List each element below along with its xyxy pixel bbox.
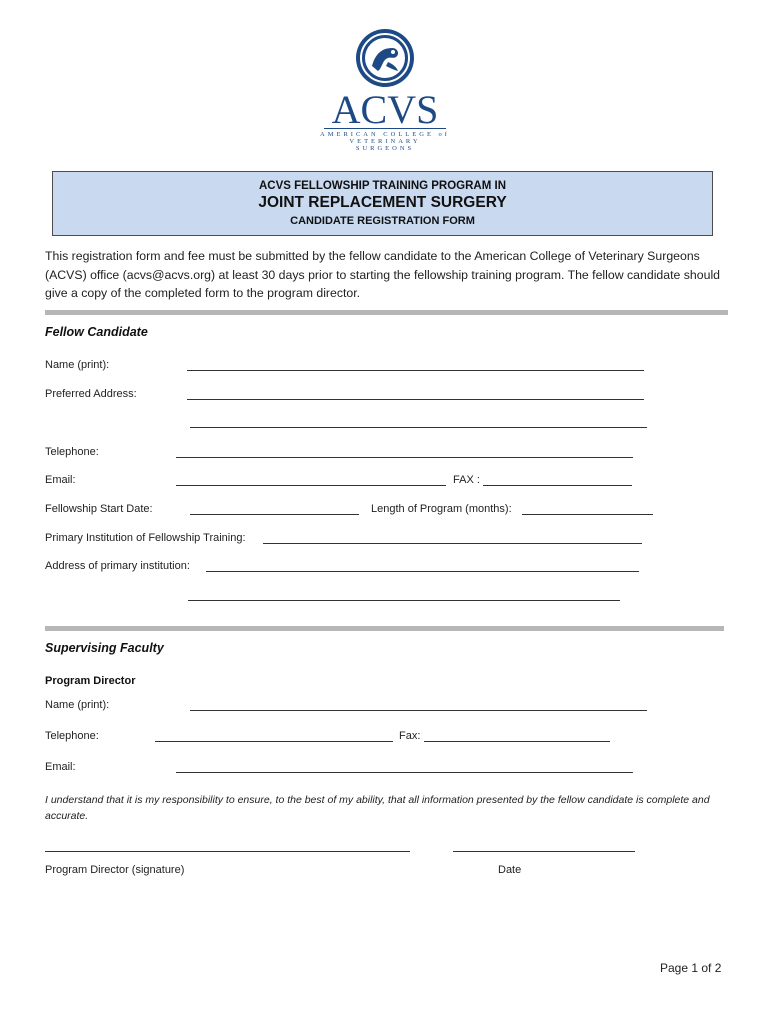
signature-label: Program Director (signature): [45, 864, 185, 876]
fellow-fax-label: FAX :: [453, 474, 480, 486]
fellow-address-field-1[interactable]: [187, 399, 644, 400]
director-email-field[interactable]: [176, 772, 633, 773]
fellow-length-label: Length of Program (months):: [371, 503, 512, 515]
fellow-name-label: Name (print):: [45, 359, 110, 371]
fellow-start-date-field[interactable]: [190, 514, 359, 515]
fellow-institution-address-label: Address of primary institution:: [45, 560, 190, 572]
fellow-telephone-label: Telephone:: [45, 446, 99, 458]
director-name-label: Name (print):: [45, 699, 110, 711]
director-telephone-label: Telephone:: [45, 730, 99, 742]
fellow-section-title: Fellow Candidate: [45, 325, 148, 339]
fellow-email-field[interactable]: [176, 485, 446, 486]
attestation-statement: I understand that it is my responsibility to ensure, to the best of my ability, that all information presented by the fellow candidate is complete and accurate.: [45, 794, 710, 822]
fellow-start-date-label: Fellowship Start Date:: [45, 503, 153, 515]
fellow-institution-field[interactable]: [263, 543, 642, 544]
director-fax-label: Fax:: [399, 730, 421, 742]
director-telephone-field[interactable]: [155, 741, 393, 742]
section-divider: [45, 626, 724, 631]
header-program-name: JOINT REPLACEMENT SURGERY: [258, 194, 507, 211]
director-email-label: Email:: [45, 761, 76, 773]
form-header: [52, 171, 713, 236]
fellow-telephone-field[interactable]: [176, 457, 633, 458]
logo-wordmark: ACVS: [331, 87, 439, 126]
logo-subtitle-line2: VETERINARY SURGEONS: [349, 138, 421, 152]
fellow-address-label: Preferred Address:: [45, 388, 137, 400]
acvs-seal-icon: [320, 26, 450, 126]
intro-paragraph: This registration form and fee must be submitted by the fellow candidate to the American College of Veterinary Surgeons (ACVS) office (acvs@acvs.org) at least 30 days prior to starting the fellowship training program. The fellow candidate should give a copy of the completed form to the program director.: [45, 249, 721, 300]
faculty-section-title: Supervising Faculty: [45, 641, 164, 655]
fellow-institution-address-field-1[interactable]: [206, 571, 639, 572]
date-label: Date: [498, 864, 522, 876]
header-program-line: ACVS FELLOWSHIP TRAINING PROGRAM IN: [258, 180, 507, 192]
signature-date-field[interactable]: [453, 851, 635, 852]
fellow-institution-label: Primary Institution of Fellowship Training:: [45, 532, 246, 544]
page-number: Page 1 of 2: [660, 961, 722, 975]
director-name-field[interactable]: [190, 710, 647, 711]
fellow-email-label: Email:: [45, 474, 76, 486]
fellow-name-field[interactable]: [187, 370, 644, 371]
director-signature-field[interactable]: [45, 851, 410, 852]
fellow-institution-address-field-2[interactable]: [188, 600, 620, 601]
logo-subtitle-line1: AMERICAN COLLEGE of: [320, 131, 450, 138]
fellow-fax-field[interactable]: [483, 485, 632, 486]
fellow-address-field-2[interactable]: [190, 427, 647, 428]
fellow-length-field[interactable]: [522, 514, 653, 515]
section-divider: [45, 310, 728, 315]
program-director-title: Program Director: [45, 675, 136, 687]
acvs-logo: [320, 26, 450, 164]
header-form-title: CANDIDATE REGISTRATION FORM: [290, 215, 475, 227]
director-fax-field[interactable]: [424, 741, 610, 742]
